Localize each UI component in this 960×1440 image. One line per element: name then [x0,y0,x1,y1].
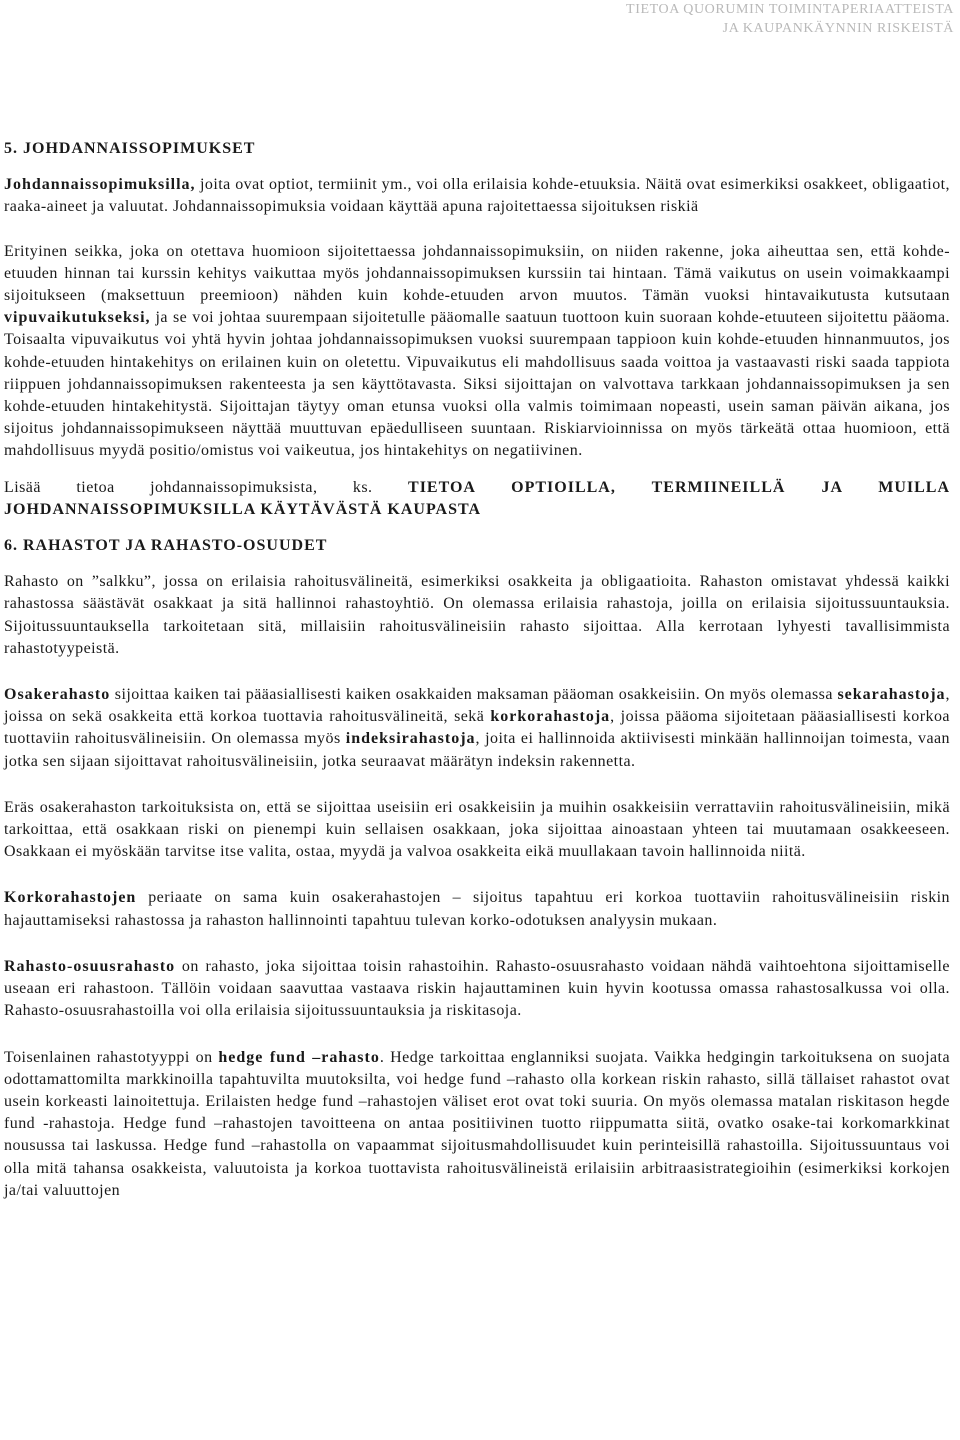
paragraph-text: on rahasto, joka sijoittaa toisin rahastoihin. Rahasto-osuusrahasto voidaan nähdä vaihtoehtona sijoittamiselle useaan eri rahastoon. Tällöin voidaan saavuttaa vastaava riskin hajauttaminen kuin hyvin kootussa omassa rahastosalkussa voi olla. Rahasto-osuusrahastoilla voi olla erilaisia sijoitussuuntauksia ja riskitasoja. [4,957,950,1020]
section-5-paragraph-1 [4,174,950,218]
section-6-paragraph-3: Eräs osakerahaston tarkoituksista on, että se sijoittaa useisiin eri osakkeisiin ja muihin osakkeisiin verrattaviin rahoitusvälineisiin, mikä tarkoittaa, että osakkaan riski on pienempi kuin sellaisen osakkaan, joka sijoittaa ainoastaan yhteen tai muutamaan osakkeeseen. Osakkaan ei myöskään tarvitse itse valita, ostaa, myydä ja valvoa osakkeita eikä muullakaan tavoin hallinnoida niitä. [4,798,950,861]
paragraph-text: , joissa pääoma sijoitetaan pääasiallisesti korkoa tuottaviin rahoitusvälineisiin. On olemassa myös [4,708,950,748]
term-korkorahastojen: Korkorahastojen [4,889,137,907]
section-5-heading: 5. JOHDANNAISSOPIMUKSET [4,140,256,157]
paragraph-text: Lisää tietoa johdannaissopimuksista, ks. [4,478,409,496]
paragraph-text: . Hedge tarkoittaa englanniksi suojata. Vaikka hedgingin tarkoituksena on suojata odottamattomilta markkinoilla tapahtuvilta muutoksilta, voi hedge fund –rahasto olla korkean riskin rahasto, sillä tällaiset rahastot ovat usein korkeasti lainoitettuja. Erilaisten hedge fund –rahastojen väliset erot ovat toki suuria. On myös olemassa matalan riskitason hegde fund -rahastoja. Hedge fund –rahastojen tavoitteena on antaa positiivinen tuotto riippumatta siitä, ovatko osake-tai korkomarkkinat nousussa tai laskussa. Hedge fund –rahastolla on vapaammat sijoitusmahdollisuudet kuin perinteisillä rahastoilla. Sijoitussuuntaus voi olla mitä tahansa osakkeista, valuutoista ja korkoa tuottavista rahoitusvälineistä erilaisiin arbitraasistrategioihin (esimerkiksi korkojen ja/tai valuuttojen [4,1048,951,1199]
paragraph-text: , joita ei hallinnoida aktiivisesti minkään hallinnoijan toimesta, vaan jotka sen sijaan sijoittavat rahoitusvälineisiin, jotka seuraavat määrätyn indeksin rakennetta. [4,730,950,770]
term-johdannaissopimuksilla: Johdannaissopimuksilla, [4,176,196,194]
paragraph-text: joita ovat optiot, termiinit ym., voi olla erilaisia kohde-etuuksia. Näitä ovat esimerkiksi osakkeet, obligaatiot, raaka-aineet ja valuutat. Johdannaissopimuksia voidaan käyttää apuna rajoitettaessa sijoituksen riskiä [4,176,950,216]
paragraph-text: , joissa on sekä osakkeita että korkoa tuottavia rahoitusvälineitä, sekä [4,686,950,726]
term-rahasto-osuusrahasto: Rahasto-osuusrahasto [4,957,176,975]
term-osakerahasto: Osakerahasto [4,686,111,704]
paragraph-text: Erityinen seikka, joka on otettava huomioon sijoitettaessa johdannaissopimuksiin, on niiden rakenne, joka aiheuttaa sen, että kohde-etuuden hinnan tai kurssin kehitys vaikuttaa myös johdannaissopimuksen kurssiin tai hintaan. Tämä vaikutus on usein voimakkaampi sijoitukseen (maksettuun preemioon) nähden kuin kohde-etuuden arvon muutos. Tämän vuoksi hintavaikutusta kutsutaan [4,242,950,305]
running-header-line1: TIETOA QUORUMIN TOIMINTAPERIAATTEISTA [626,2,954,17]
term-hedge-fund-rahasto: hedge fund –rahasto [218,1048,380,1066]
term-indeksirahastoja: indeksirahastoja [345,730,476,748]
section-6-paragraph-6 [4,1047,950,1202]
term-sekarahastoja: sekarahastoja [837,686,946,704]
section-5-paragraph-3 [4,477,950,521]
paragraph-text: ja se voi johtaa suurempaan sijoitetulle pääomalle saatuun tuottoon kuin suoraan kohde-etuuteen sijoitettu pääoma. Toisaalta vipuvaikutus voi yhtä hyvin johtaa johdannaissopimuksen vuoksi suurempaan tappioon kuin kohde-etuuden hinnanmuutos, jos kohde-etuuden hintakehitys on erilainen kuin on oletettu. Vipuvaikutus eli mahdollisuus saada voittoa ja vastaavasti riski saada tappiota riippuen johdannaissopimuksen rakenteesta ja sen käyttötavasta. Siksi sijoittajan on valvottava tarkkaan johdannaissopimuksen ja sen kohde-etuuden hintakehitystä. Sijoittajan täytyy oman etunsa vuoksi olla valmis toimimaan nopeasti, usein saman päivän aikana, jos sijoitus johdannaissopimukseen näyttää muuttuvan epäedulliseen suuntaan. Riskiarvioinnissa on myös tärkeätä ottaa huomioon, että mahdollisuus myydä positio/omistus voi vaikeutua, jos hintakehitys on negatiivinen. [4,309,950,460]
term-vipuvaikutukseksi: vipuvaikutukseksi, [4,309,151,327]
section-6-paragraph-5 [4,956,950,1023]
reference-link[interactable]: TIETOA OPTIOILLA, TERMIINEILLÄ JA MUILLA JOHDANNAISSOPIMUKSILLA KÄYTÄVÄSTÄ KAUPASTA [4,478,950,518]
section-6-paragraph-1: Rahasto on ”salkku”, jossa on erilaisia rahoitusvälineitä, esimerkiksi osakkeita ja obligaatioita. Rahaston omistavat yhdessä kaikki rahastossa säästävät osakkaat ja sitä hallinnoi rahastoyhtiö. On olemassa erilaisia rahastoja, joilla on erilaisia sijoitussuuntauksia. Sijoitussuuntauksella tarkoitetaan sitä, millaisiin rahoitusvälineisiin rahasto sijoittaa. Alla kerrotaan lyhyesti tavallisimmista rahastotyypeistä. [4,573,950,657]
paragraph-text: periaate on sama kuin osakerahastojen – sijoitus tapahtuu eri korkoa tuottaviin rahoitusvälineisiin riskin hajauttamiseksi rahastossa ja rahaston hallinnointi tapahtuu tulevan korko-odotuksen analyysin mukaan. [4,889,950,929]
section-6-heading: 6. RAHASTOT JA RAHASTO-OSUUDET [4,537,328,555]
running-header [626,0,954,38]
document-body [4,138,950,1202]
section-5-paragraph-2 [4,241,950,463]
term-korkorahastoja: korkorahastoja [490,708,611,726]
paragraph-text: Toisenlainen rahastotyyppi on [4,1048,219,1066]
running-header-line2: JA KAUPANKÄYNNIN RISKEISTÄ [722,21,954,36]
section-6-paragraph-4 [4,887,950,931]
section-6-paragraph-2 [4,684,950,773]
paragraph-text: sijoittaa kaiken tai pääasiallisesti kaiken osakkaiden maksaman pääoman osakkeisiin. On myös olemassa [110,686,838,704]
